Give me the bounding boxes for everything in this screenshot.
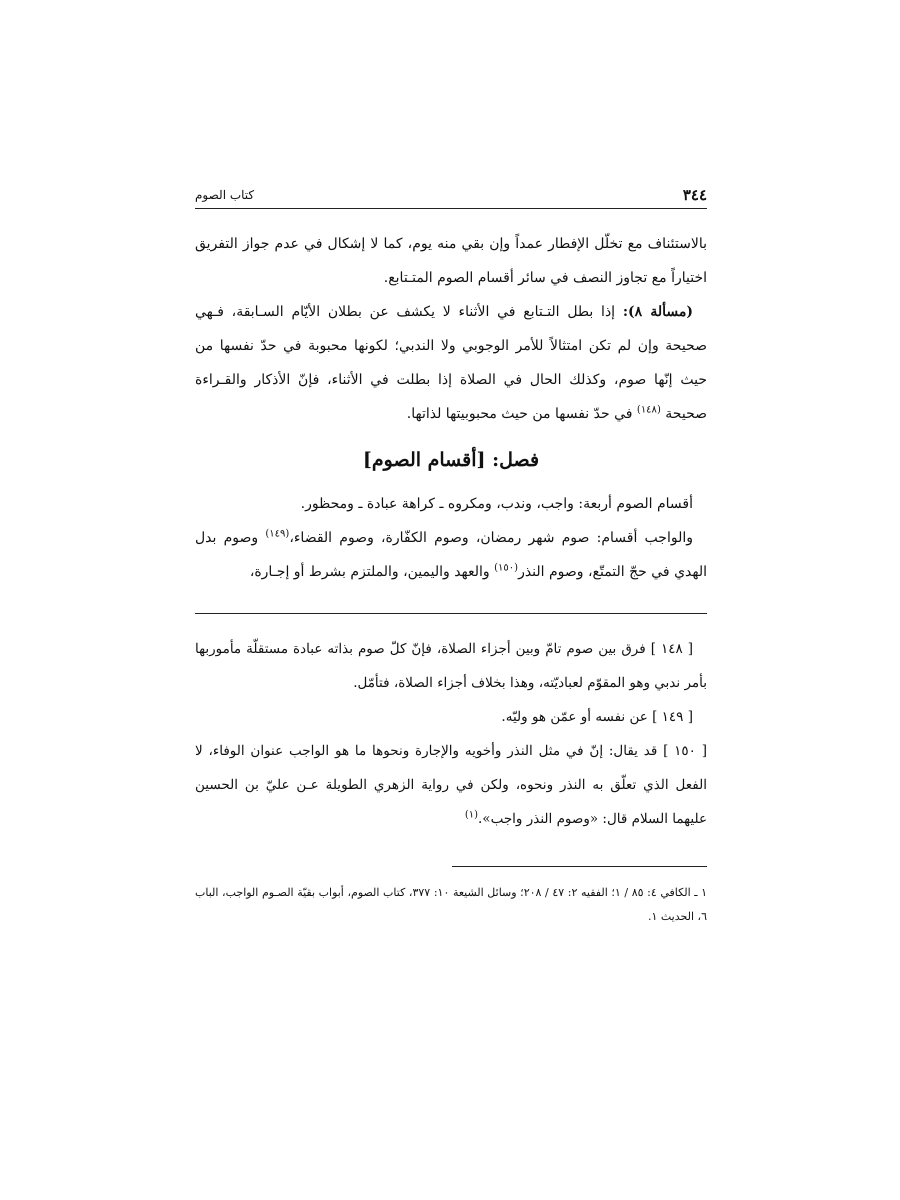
notes-divider [195,613,707,614]
note-150: [ ١٥٠ ] قد يقال: إنّ في مثل النذر وأخويه والإجارة ونحوها ما هو الواجب عنوان الوفاء، لا الفعل الذي تعلّق به النذر ونحوه، ولكن في رواية الزهري الطويلة عـن عليّ بن الحسين عليهما السلام قال: «وصوم النذر واجب».$^{(١)}$ [195,743,707,827]
masala-text: إذا بطل التـتابع في الأثناء لا يكشف عن بطلان الأيّام السـابقة، فـهي صحيحة وإن لم تكن امتثالاً للأمر الوجوبي ولا الندبي؛ لكونها محبوبة في حدّ نفسها من حيث إنّها صوم، وكذلك الحال في الصلاة إذا بطلت في الأثناء، فإنّ الأذكار والقـراءة صحيحة [195,304,707,422]
paragraph-continuation: بالاستئناف مع تخلّل الإفطار عمداً وإن بقي منه يوم، كما لا إشكال في عدم جواز التفريق اختياراً مع تجاوز النصف في سائر أقسام الصوم المتـتابع. [195,236,707,286]
paragraph-masala-8 [195,295,707,431]
note-ref-149[interactable]: (١٤٩) [265,528,290,540]
main-text-2 [195,487,707,589]
masala-label: (مسألة ٨): [622,304,693,320]
footnote-divider [452,866,707,867]
footnote-ref-1[interactable]: (١) [464,809,479,821]
masala-text-end: في حدّ نفسها من حيث محبوبيتها لذاتها. [406,406,637,422]
main-text [195,227,707,431]
book-page [195,180,707,929]
note-ref-150[interactable]: (١٥٠) [494,562,519,574]
book-title: كتاب الصوم [195,188,255,202]
footnote-1: ١ ـ الكافي ٤: ٨٥ / ١؛ الفقيه ٢: ٤٧ / ٢٠٨؛ وسائل الشيعة ١٠: ٣٧٧، كتاب الصوم، أبواب بقيّة الصـوم الواجب، الباب ٦، الحديث ١. [195,886,707,923]
paragraph-types: أقسام الصوم أربعة: واجب، وندب، ومكروه ـ كراهة عبادة ـ ومحظور. [300,496,693,512]
commentary-notes [195,632,707,836]
footnotes [195,881,707,929]
section-heading: فصل: [أقسام الصوم] [362,449,540,471]
paragraph-wajib: والواجب أقسام: صوم شهر رمضان، وصوم الكفّارة، وصوم القضاء،$^{(١٤٩)}$ وصوم بدل الهدي في حجّ التمتّع، وصوم النذر$^{(١٥٠)}$ والعهد واليمين، والملتزم بشرط أو إجـارة، [195,528,707,580]
note-148: [ ١٤٨ ] فرق بين صوم تامّ وبين أجزاء الصلاة، فإنّ كلّ صوم بذاته عبادة مستقلّة مأموربها بأمر ندبي وهو المقوّم لعباديّته، وهذا بخلاف أجزاء الصلاة، فتأمّل. [195,641,707,691]
running-header [195,180,707,209]
page-number: ٣٤٤ [682,186,707,204]
note-149: [ ١٤٩ ] عن نفسه أو عمّن هو وليّه. [501,709,693,725]
note-ref-148[interactable]: (١٤٨) [636,404,661,416]
